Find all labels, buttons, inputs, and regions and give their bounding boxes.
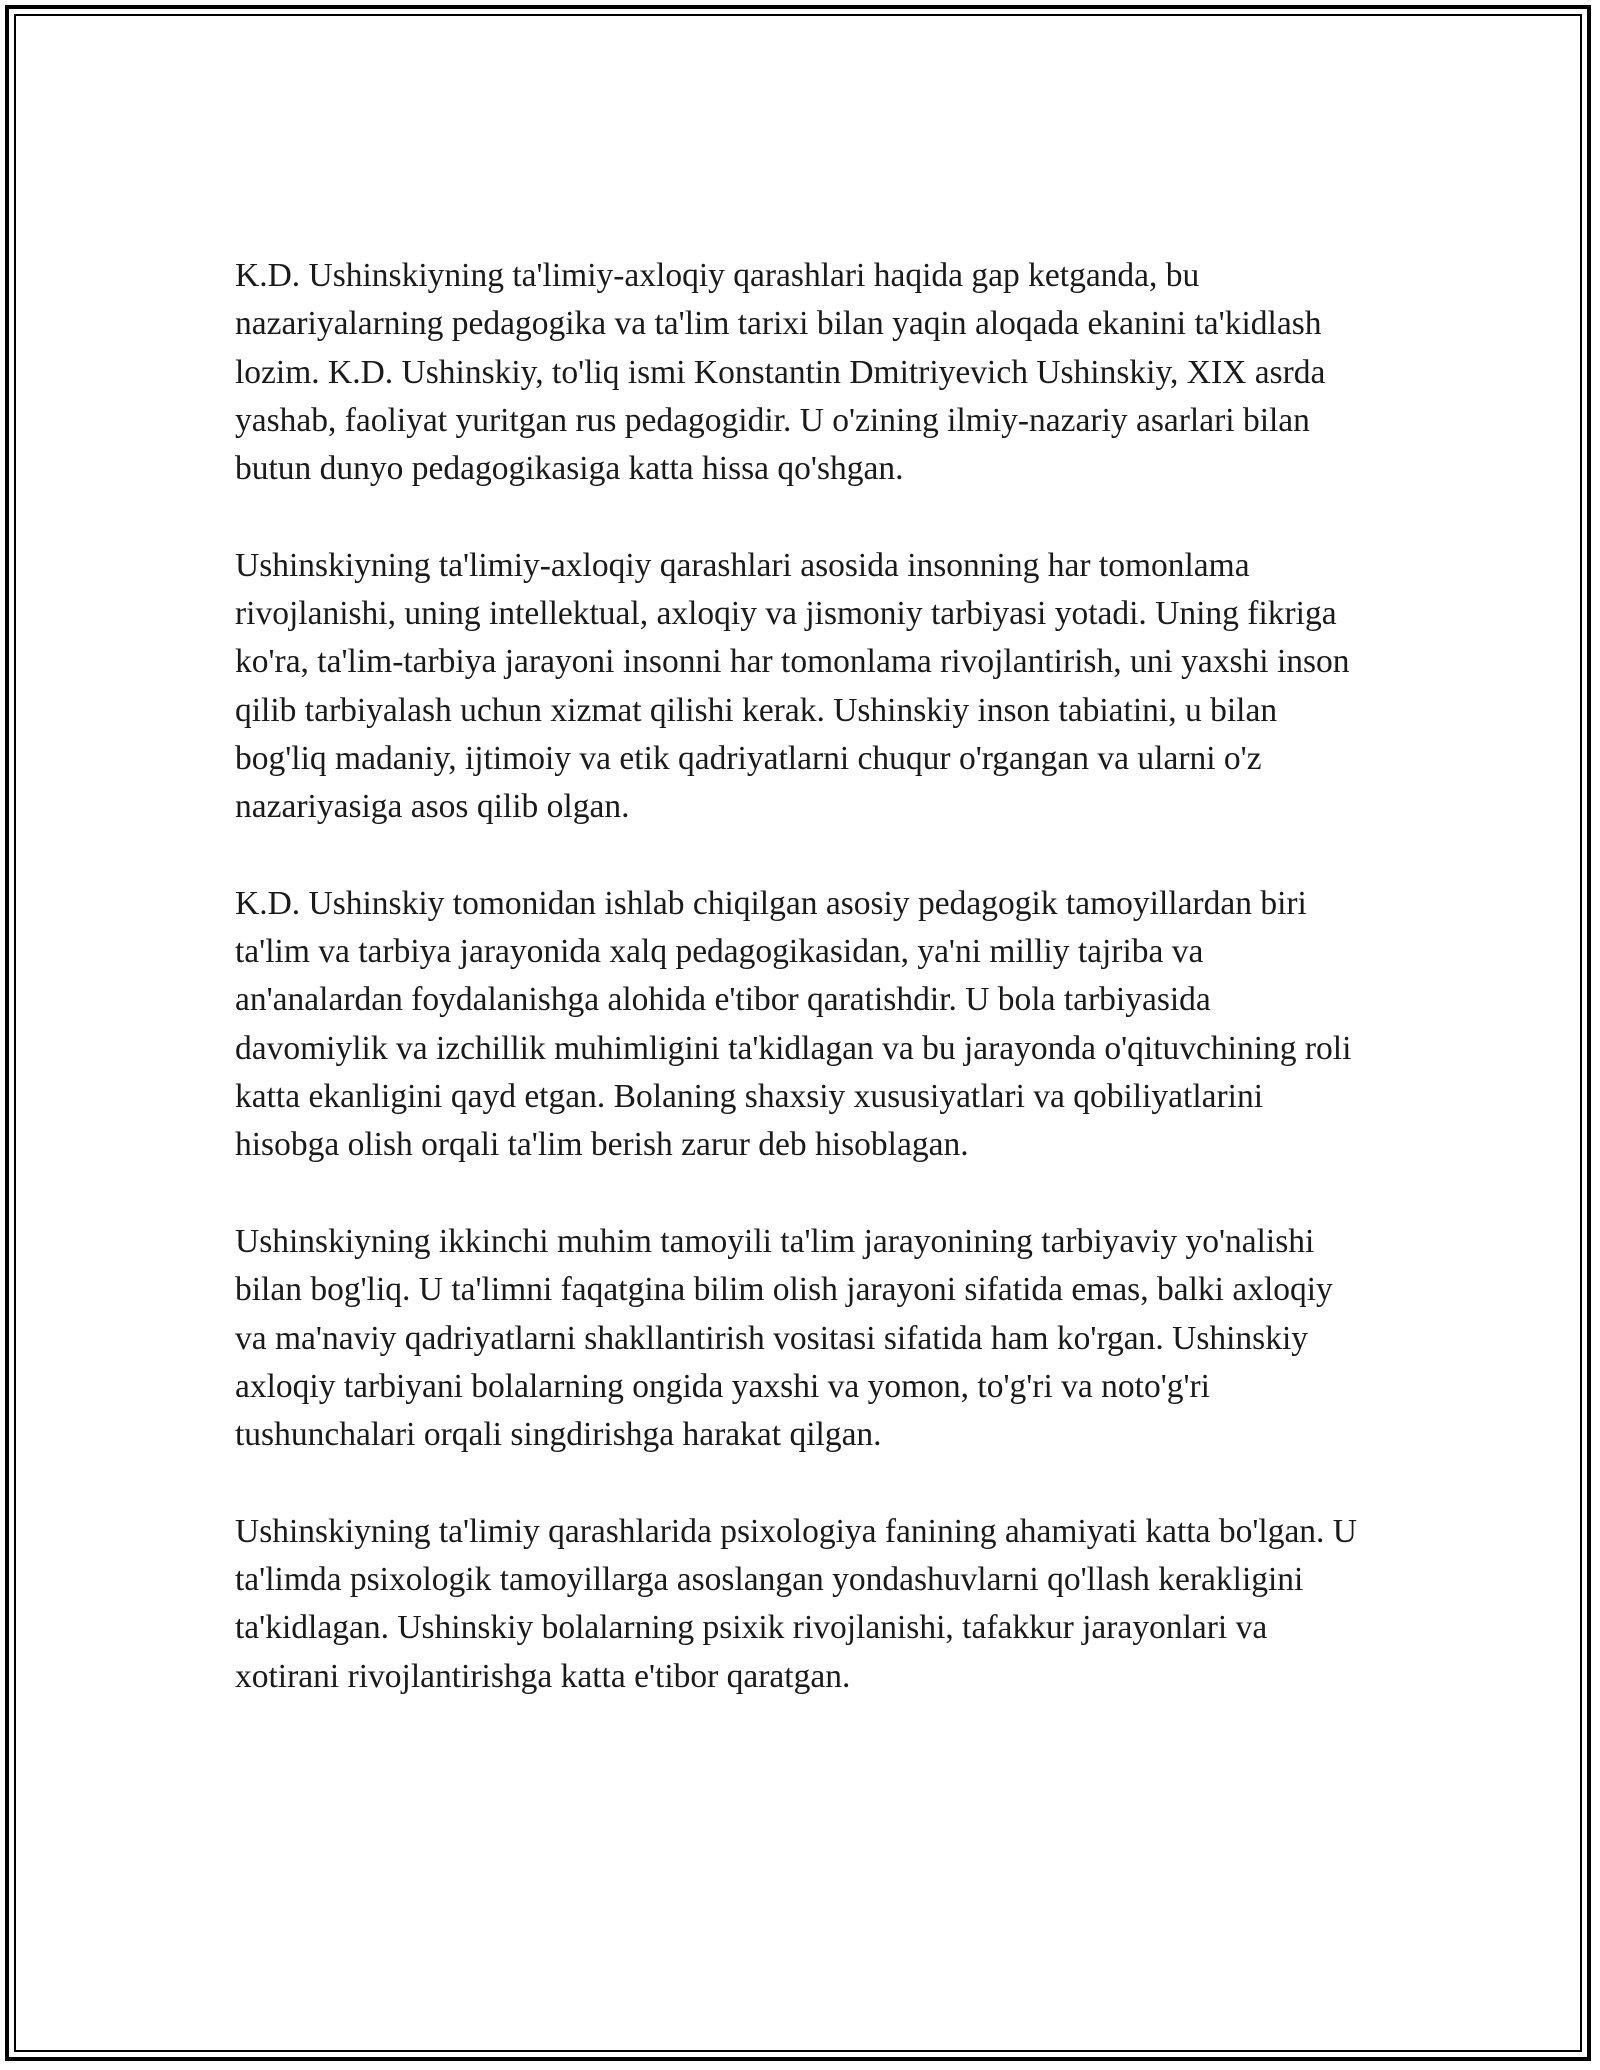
document-body	[235, 252, 1365, 1701]
paragraph-3: K.D. Ushinskiy tomonidan ishlab chiqilgan asosiy pedagogik tamoyillardan biri ta'lim va tarbiya jarayonida xalq pedagogikasidan, ya'ni milliy tajriba va an'analardan foydalanishga alohida e'tibor qaratishdir. U bola tarbiyasida davomiylik va izchillik muhimligini ta'kidlagan va bu jarayonda o'qituvchining roli katta ekanligini qayd etgan. Bolaning shaxsiy xususiyatlari va qobiliyatlarini hisobga olish orqali ta'lim berish zarur deb hisoblagan.	[235, 884, 1352, 1164]
paragraph-5: Ushinskiyning ta'limiy qarashlarida psixologiya fanining ahamiyati katta bo'lgan. U ta'limda psixologik tamoyillarga asoslangan yondashuvlarni qo'llash kerakligini ta'kidlagan. Ushinskiy bolalarning psixik rivojlanishi, tafakkur jarayonlari va xotirani rivojlantirishga katta e'tibor qaratgan.	[235, 1512, 1358, 1695]
paragraph-2: Ushinskiyning ta'limiy-axloqiy qarashlari asosida insonning har tomonlama rivojlanishi, uning intellektual, axloqiy va jismoniy tarbiyasi yotadi. Uning fikriga ko'ra, ta'lim-tarbiya jarayoni insonni har tomonlama rivojlantirish, uni yaxshi inson qilib tarbiyalash uchun xizmat qilishi kerak. Ushinskiy inson tabiatini, u bilan bog'liq madaniy, ijtimoiy va etik qadriyatlarni chuqur o'rgangan va ularni o'z nazariyasiga asos qilib olgan.	[235, 546, 1350, 826]
paragraph-4: Ushinskiyning ikkinchi muhim tamoyili ta'lim jarayonining tarbiyaviy yo'nalishi bilan bog'liq. U ta'limni faqatgina bilim olish jarayoni sifatida emas, balki axloqiy va ma'naviy qadriyatlarni shakllantirish vositasi sifatida ham ko'rgan. Ushinskiy axloqiy tarbiyani bolalarning ongida yaxshi va yomon, to'g'ri va noto'g'ri tushunchalari orqali singdirishga harakat qilgan.	[235, 1222, 1333, 1454]
paragraph-1: K.D. Ushinskiyning ta'limiy-axloqiy qarashlari haqida gap ketganda, bu nazariyalarning pedagogika va ta'lim tarixi bilan yaqin aloqada ekanini ta'kidlash lozim. K.D. Ushinskiy, to'liq ismi Konstantin Dmitriyevich Ushinskiy, XIX asrda yashab, faoliyat yuritgan rus pedagogidir. U o'zining ilmiy-nazariy asarlari bilan butun dunyo pedagogikasiga katta hissa qo'shgan.	[235, 257, 1326, 488]
